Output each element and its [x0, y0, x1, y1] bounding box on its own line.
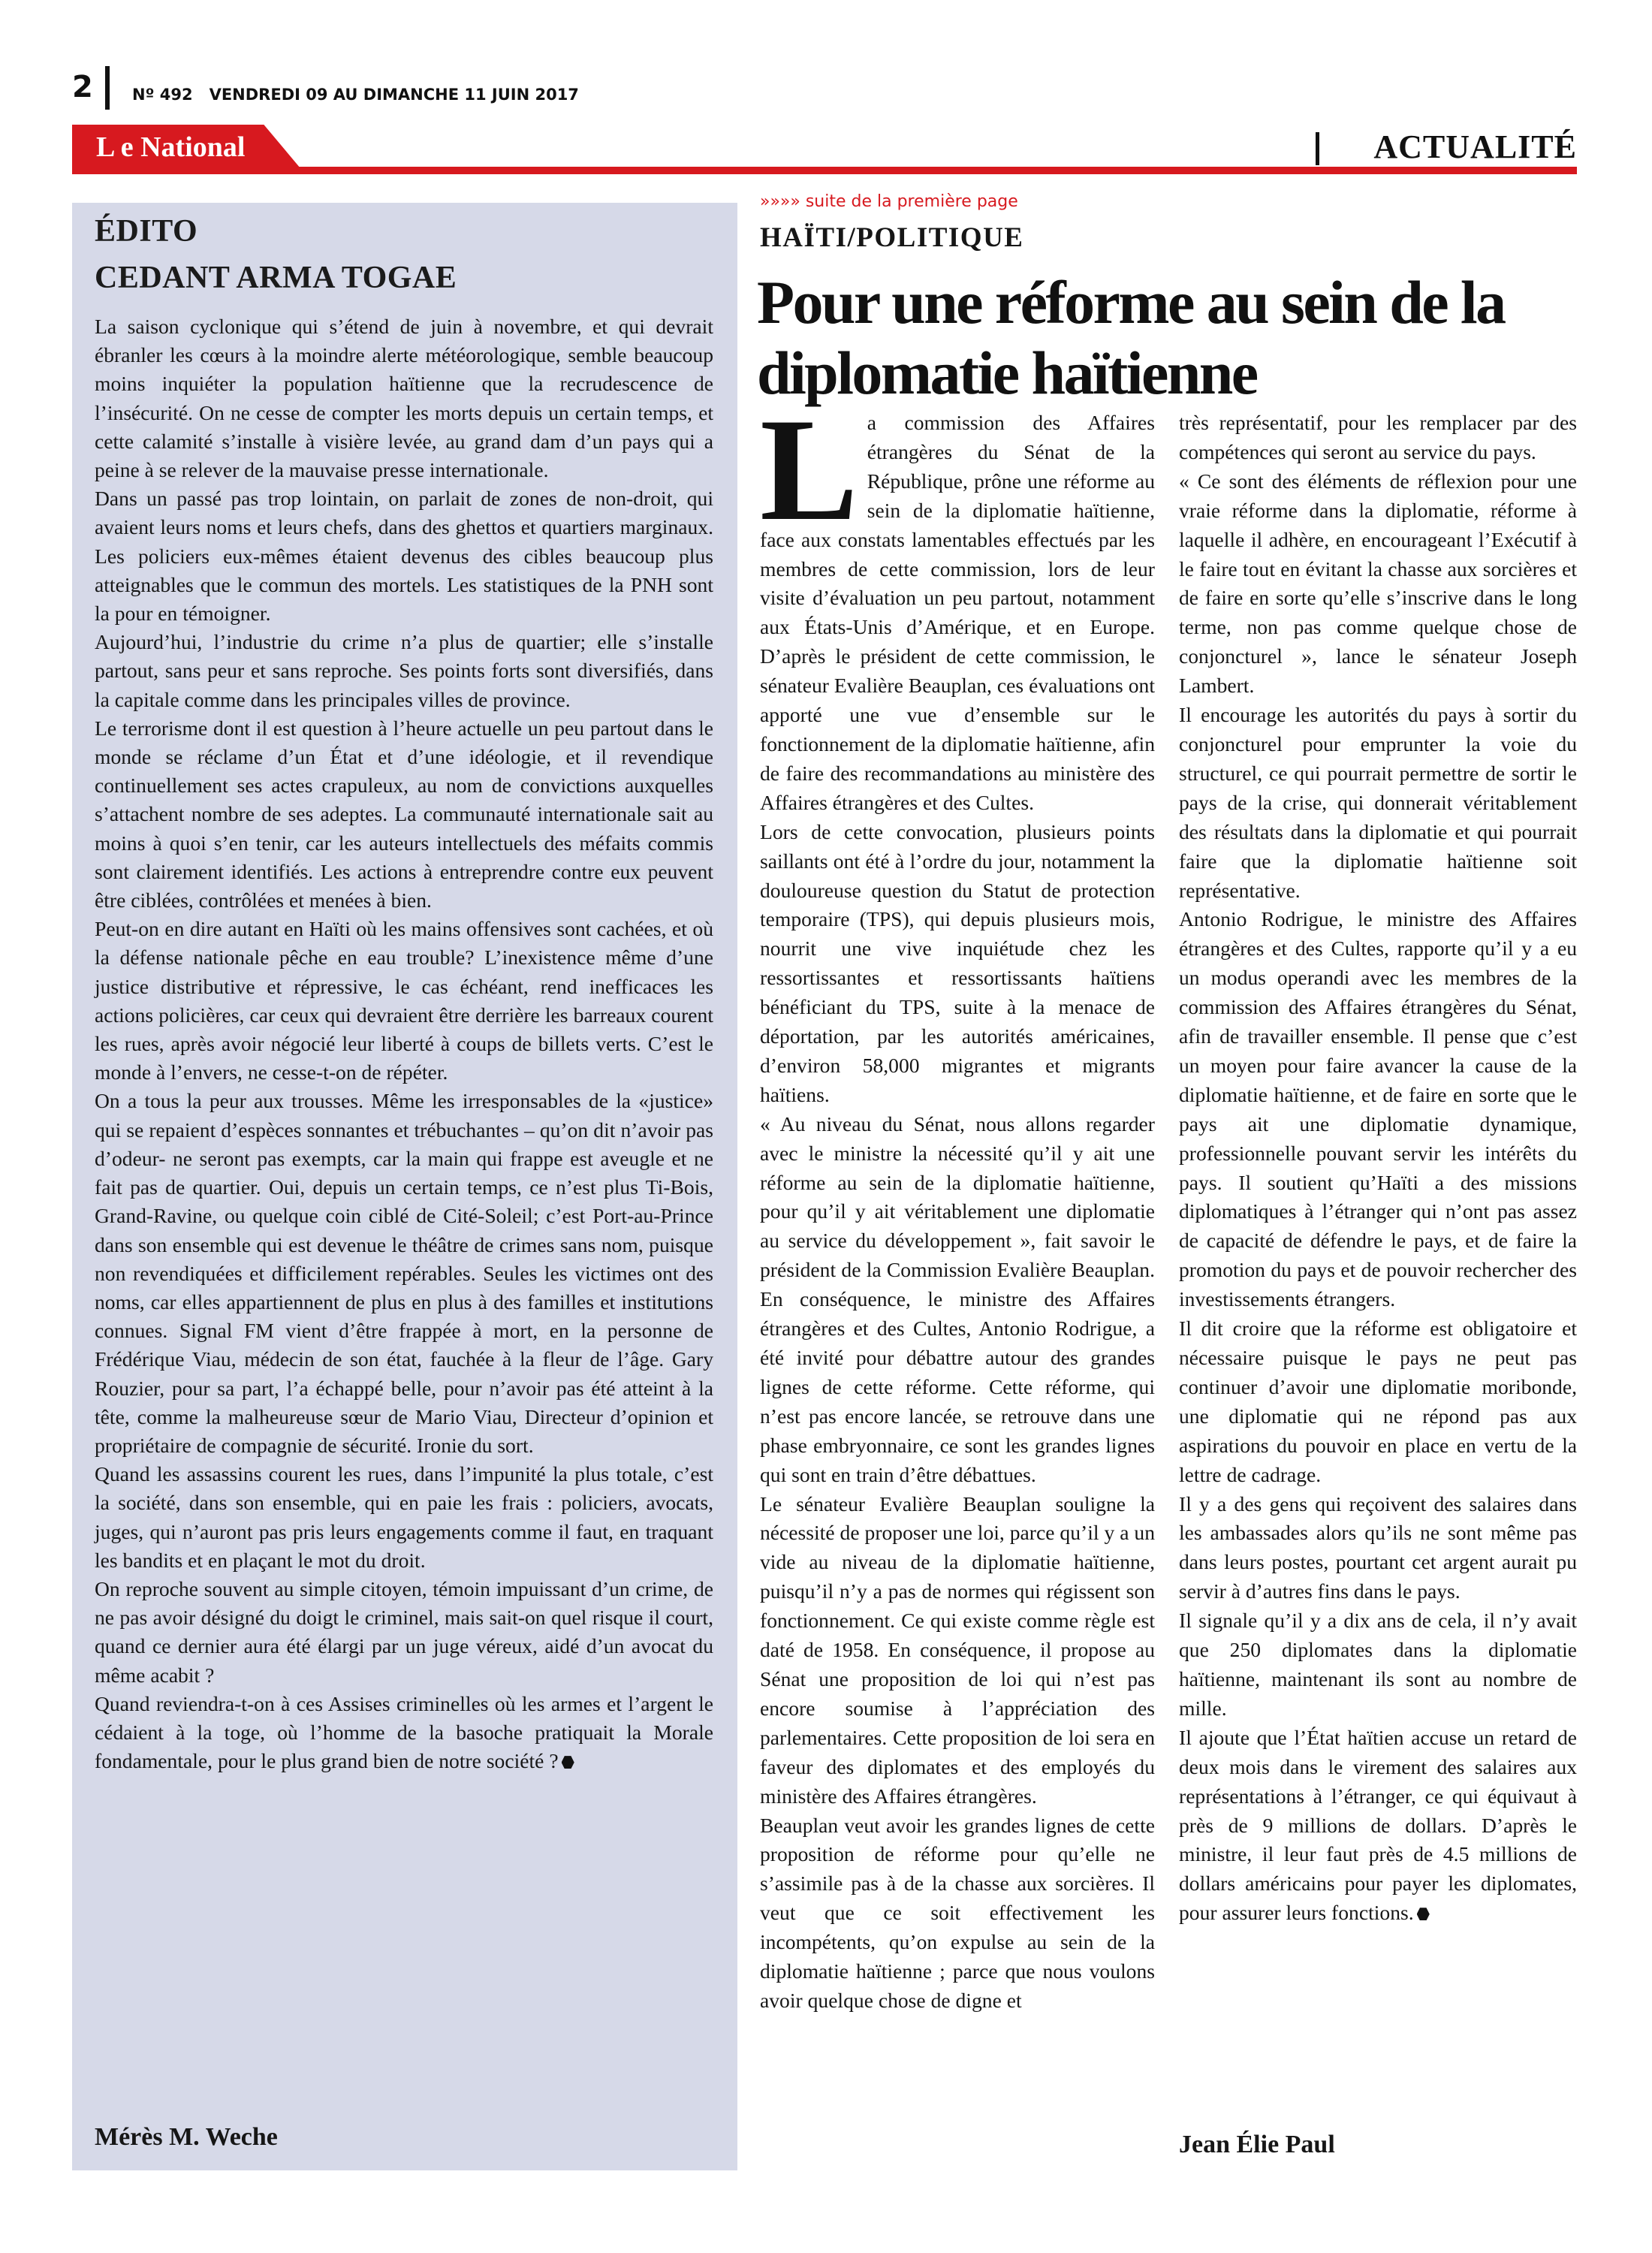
edito-paragraph: Quand les assassins courent les rues, dans l’impunité la plus totale, c’est la société, dans son ensemble, qui en paie les frais : policiers, avocats, juges, qui n’auront pas pris leurs engagements comme il faut, en traquant les bandits et en plaçant le mot du droit. — [95, 1462, 713, 1572]
end-of-article-icon — [1417, 1908, 1430, 1920]
article-paragraph: Le sénateur Evalière Beauplan souligne la nécessité de proposer une loi, parce qu’il y a un vide au niveau de la diplomatie haïtienne, puisqu’il n’y a pas de normes qui régissent son fonctionnement. Ce qui existe comme règle est daté de 1958. En conséquence, il propose au Sénat une proposition de loi qui n’est pas encore soumise à l’appréciation des parlementaires. Cette proposition de loi sera en faveur des diplomates et des employés du ministère des Affaires étrangères. — [760, 1491, 1155, 1808]
edito-author: Mérès M. Weche — [95, 2123, 278, 2151]
edito-body — [95, 312, 713, 1775]
header-red-rule — [72, 167, 1577, 174]
edito-paragraph: Peut-on en dire autant en Haïti où les mains offensives sont cachées, et où la défense nationale pêche en eau trouble? L’inexistence même d’une justice distributive et répressive, le cas échéant, rend inefficaces les actions policières, car ceux qui devraient être derrière les barreaux courent les rues, après avoir négocié leur liberté à coups de billets verts. C’est le monde à l’envers, ne cesse-t-on de répéter. — [95, 917, 713, 1084]
article-paragraph: « Au niveau du Sénat, nous allons regarder avec le ministre la nécessité qu’il y ait une réforme au sein de la diplomatie haïtienne, pour qu’il y ait véritablement une diplomatie au service du développement », fait savoir le président de la Commission Evalière Beauplan. En conséquence, le ministre des Affaires étrangères et des Cultes, Antonio Rodrigue, a été invité pour débattre autour des grandes lignes de cette réforme. Cette réforme, qui n’est pas encore lancée, se retrouve dans une phase embryonnaire, ce sont les grandes lignes qui sont en train d’être débattues. — [760, 1111, 1155, 1486]
article-author: Jean Élie Paul — [1179, 2131, 1335, 2158]
article-headline — [757, 267, 1583, 409]
edito-paragraph-last — [95, 1690, 713, 1776]
drop-cap: L — [760, 388, 858, 551]
article-paragraph: « Ce sont des éléments de réflexion pour une vraie réforme dans la diplomatie, réforme à laquelle il adhère, en encourageant l’Exécutif à le faire tout en évitant la chasse aux sorcières et de faire en sorte qu’elle s’inscrive dans le long terme, non pas comme quelque chose de conjoncturel », lance le sénateur Joseph Lambert. — [1179, 469, 1577, 698]
article-paragraph: Il encourage les autorités du pays à sortir du conjoncturel pour emprunter la voie du structurel, ce qui pourrait permettre de sortir le pays de la crise, qui donnerait véritablement des résultats dans la diplomatie et qui pourrait faire que la diplomatie haïtienne soit représentative. — [1179, 703, 1577, 902]
issue-line — [132, 86, 595, 104]
article-paragraph-last — [1179, 1724, 1577, 1928]
article-paragraph: Lors de cette convocation, plusieurs points saillants ont été à l’ordre du jour, notamment la douloureuse question du Statut de protection temporaire (TPS), qui depuis plusieurs mois, nourrit une vive inquiétude chez les ressortissantes et ressortissants haïtiens bénéficiant du TPS, suite à la menace de déportation, par les autorités américaines, d’environ 58,000 migrantes et migrants haïtiens. — [760, 819, 1155, 1106]
article-column-1 — [760, 388, 1155, 2016]
edito-label: ÉDITO — [95, 214, 198, 249]
edito-paragraph: On reproche souvent au simple citoyen, témoin impuissant d’un crime, de ne pas avoir désigné du doigt le criminel, mais sait-on quel risque il court, quand ce dernier aura été élargi par un juge véreux, aidé d’un avocat du même acabit ? — [95, 1576, 713, 1687]
headline-line: diplomatie haïtienne — [757, 339, 1257, 407]
newspaper-name: L e National — [96, 131, 246, 163]
end-of-article-icon — [562, 1756, 574, 1769]
article-column-2 — [1179, 409, 1577, 1928]
article-paragraph-text: Il ajoute que l’État haïtien accuse un retard de deux mois dans le virement des salaires aux représentations à l’étranger, ce qui équivaut à près de 9 millions de dollars. D’après le ministre, il leur faut près de 4.5 millions de dollars américains pour payer les diplomates, pour assurer leurs fonctions. — [1179, 1725, 1577, 1925]
edito-paragraph: On a tous la peur aux trousses. Même les irresponsables de la «justice» qui se repaient d’espèces sonnantes et trébuchantes – qu’on dit n’avoir pas d’odeur- ne seront pas exempts, car la main qui frappe est aveugle et ne fait pas de quartier. Oui, depuis un certain temps, ce n’est plus Ti-Bois, Grand-Ravine, ou quelque coin ciblé de Cité-Soleil; c’est Port-au-Prince dans son ensemble qui est devenue le théâtre de crimes sans nom, puisque non revendiquées et difficilement repérables. Seules les victimes ont des noms, car elles appartiennent de plus en plus à des familles et institutions connues. Signal FM vient d’être frappée à mort, en la personne de Frédérique Viau, médecin de son état, fauchée à la fleur de l’âge. Gary Rouzier, pour sa part, l’a échappé belle, pour n’avoir pas été atteint à la tête, comme la malheureuse sœur de Mario Viau, Directeur d’opinion et propriétaire de compagnie de sécurité. Ironie du sort. — [95, 1089, 713, 1457]
edito-paragraph: Le terrorisme dont il est question à l’heure actuelle un peu partout dans le monde se réclame d’un État et d’une idéologie, et il revendique continuellement ses actes crapuleux, au nom de convictions auxquelles s’attachent nombre de ses adeptes. La communauté internationale sait au moins à quoi s’en tenir, car les auteurs intellectuels des méfaits commis sont clairement identifiés. Les actions à entreprendre contre eux peuvent être ciblées, contrôlées et menées à bien. — [95, 716, 713, 912]
continuation-note: »»»» suite de la première page — [760, 192, 1018, 211]
article-paragraph: Antonio Rodrigue, le ministre des Affaires étrangères et des Cultes, rapporte qu’il y a eu un modus operandi avec les membres de la commission des Affaires étrangères du Sénat, afin de travailler ensemble. Il pense que c’est un moyen pour faire avancer la cause de la diplomatie haïtienne, et de faire en sorte que le pays ait une diplomatie dynamique, professionnelle pouvant servir les intérêts du pays. Il soutient qu’Haïti a des missions diplomatiques à l’étranger qui n’ont pas assez de capacité de défendre le pays, et de faire la promotion du pays et de pouvoir rechercher des investissements étrangers. — [1179, 907, 1577, 1311]
article-paragraph: Il signale qu’il y a dix ans de cela, il n’y avait que 250 diplomates dans la diplomatie haïtienne, maintenant ils sont au nombre de mille. — [1179, 1609, 1577, 1720]
article-paragraph: très représentatif, pour les remplacer par des compétences qui seront au service du pays. — [1179, 411, 1577, 463]
issue-number: Nº 492 — [132, 86, 193, 104]
article-kicker: HAÏTI/POLITIQUE — [760, 222, 1024, 253]
edito-paragraph: Dans un passé pas trop lointain, on parlait de zones de non-droit, qui avaient leurs noms et leurs chefs, dans des ghettos et quartiers marginaux. Les policiers eux-mêmes étaient devenus des cibles beaucoup plus atteignables que le commun des mortels. Les statistiques de la PNH sont la pour en témoigner. — [95, 487, 713, 626]
article-paragraph: Il y a des gens qui reçoivent des salaires dans les ambassades alors qu’ils ne sont même pas dans leurs postes, pourtant cet argent aurait pu servir à d’autres fins dans le pays. — [1179, 1491, 1577, 1603]
article-paragraph: Il dit croire que la réforme est obligatoire et nécessaire puisque le pays ne peut pas continuer d’avoir une diplomatie moribonde, une diplomatie qui ne répond pas aux aspirations du pouvoir en place en vertu de la lettre de cadrage. — [1179, 1317, 1577, 1486]
section-label: ACTUALITÉ — [1373, 128, 1577, 165]
edito-paragraph-text: Quand reviendra-t-on à ces Assises criminelles où les armes et l’argent le cédaient à la toge, où l’homme de la basoche pratiquait la Morale fondamentale, pour le plus grand bien de notre société ? — [95, 1691, 713, 1773]
edito-title: CEDANT ARMA TOGAE — [95, 261, 457, 295]
edito-paragraph: Aujourd’hui, l’industrie du crime n’a plus de quartier; elle s’installe partout, sans peur et sans reproche. Ses points forts sont diversifiés, dans la capitale comme dans les principales villes de province. — [95, 630, 713, 711]
issue-date: VENDREDI 09 AU DIMANCHE 11 JUIN 2017 — [209, 86, 579, 104]
article-paragraph-first — [760, 388, 1155, 818]
article-paragraph: Beauplan veut avoir les grandes lignes de cette proposition de réforme pour qu’elle ne s’assimile pas à de la chasse aux sorcières. Il veut que ce soit effectivement les incompétents, qu’on expulse au sein de la diplomatie haïtienne ; parce que nous voulons avoir quelque chose de digne et — [760, 1813, 1155, 2012]
page-number: 2 — [72, 70, 93, 104]
page-number-divider — [105, 66, 110, 110]
edito-paragraph: La saison cyclonique qui s’étend de juin à novembre, et qui devrait ébranler les cœurs à la moindre alerte météorologique, semble beaucoup moins inquiéter la population haïtienne que la recrudescence de l’insécurité. On ne cesse de compter les morts depuis un certain temps, et cette calamité s’installe à visière levée, au grand dam d’un pays qui a peine à se relever de la mauvaise presse internationale. — [95, 315, 713, 482]
headline-line: Pour une réforme au sein de la — [757, 268, 1505, 336]
article-paragraph-text: a commission des Affaires étrangères du Sénat de la République, prône une réforme au sein de la diplomatie haïtienne, face aux constats lamentables effectués par les membres de cette commission, lors de leur visite d’évaluation un peu partout, notamment aux États-Unis d’Amérique, et en Europe. D’après le président de cette commission, le sénateur Evalière Beauplan, ces évaluations ont apporté une vue d’ensemble sur le fonctionnement de la diplomatie haïtienne, afin de faire des recommandations au ministère des Affaires étrangères et des Cultes. — [760, 411, 1155, 814]
section-label-divider — [1316, 132, 1319, 165]
